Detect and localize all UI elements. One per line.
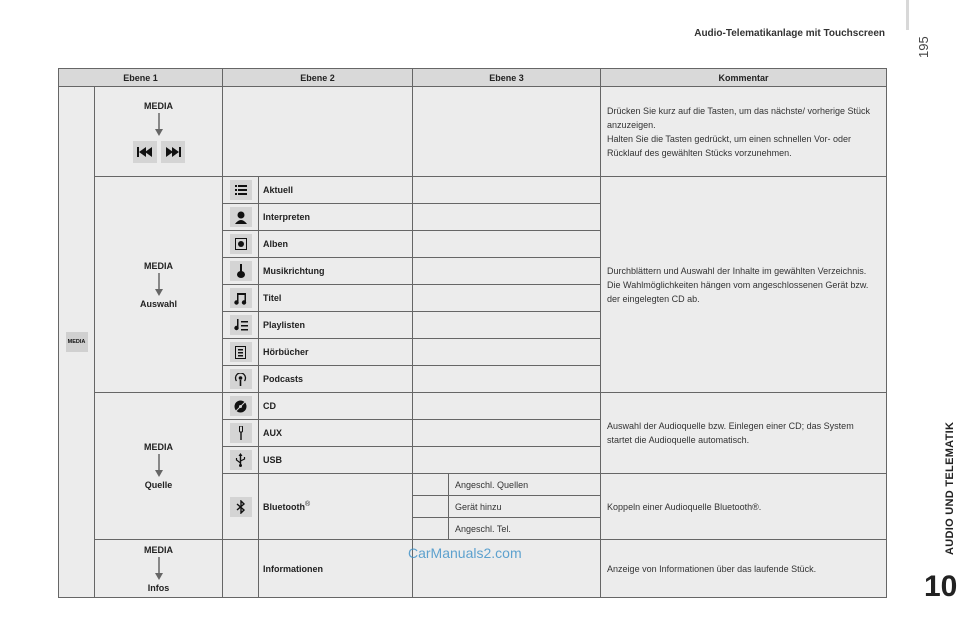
arrow-down-icon [154,113,164,137]
level2-auswahl [95,177,223,393]
comment-infos [601,540,887,598]
item-aux: AUX [259,420,413,447]
level2-sublabel: Infos [147,582,170,593]
empty-cell [413,393,601,420]
item-informationen: Informationen [259,540,413,598]
audiobook-icon [230,342,252,362]
menu-table [58,68,887,598]
table-row [59,177,887,204]
icon-cell [223,366,259,393]
empty-cell [413,204,601,231]
item-playlisten: Playlisten [259,312,413,339]
icon-cell [223,231,259,258]
podcast-icon [230,369,252,389]
item-cd: CD [259,393,413,420]
empty-cell [223,87,413,177]
comment-quelle [601,393,887,474]
empty-cell [413,231,601,258]
empty-cell [413,285,601,312]
empty-cell [413,87,601,177]
level2-sublabel: Quelle [144,480,173,490]
empty-cell [413,447,601,474]
empty-cell [413,366,601,393]
level2-media-seek [95,87,223,177]
music-note-icon [230,288,252,308]
empty-cell [413,339,601,366]
item-usb: USB [259,447,413,474]
icon-cell [223,204,259,231]
table-row [59,87,887,177]
registered-mark: ® [305,501,311,508]
item-podcasts: Podcasts [259,366,413,393]
level2-infos [95,540,223,598]
album-icon [230,234,252,254]
header-level2: Ebene 2 [223,69,413,87]
level2-label: MEDIA [144,544,173,555]
level2-sublabel: Auswahl [140,298,178,309]
header-level1: Ebene 1 [59,69,223,87]
next-track-icon [161,141,185,163]
level2-label: MEDIA [144,260,173,271]
comment-text: Anzeige von Informationen über das laufende Stück. [607,563,817,574]
icon-cell [223,474,259,540]
item-musikrichtung: Musikrichtung [259,258,413,285]
comment-text: Koppeln einer Audioquelle Bluetooth®. [607,501,762,512]
icon-cell [223,285,259,312]
chapter-number: 10 [924,570,958,603]
icon-cell [223,447,259,474]
item-alben: Alben [259,231,413,258]
comment-text: Durchblättern und Auswahl der Inhalte im gewählten Verzeichnis. Die Wahlmöglichkeiten hängen vom angeschlossenen Gerät bzw. der eingelegten CD ab. [607,265,869,304]
margin-rule [906,0,909,30]
chapter-title: AUDIO UND TELEMATIK [944,421,956,555]
level2-label: MEDIA [144,100,173,111]
bt-sub-angeschl-quellen: Angeschl. Quellen [449,474,601,496]
item-aktuell: Aktuell [259,177,413,204]
item-bluetooth [259,474,413,540]
list-icon [230,180,252,200]
watermark: CarManuals2.com [408,545,522,561]
comment-auswahl [601,177,887,393]
bt-sub-angeschl-tel: Angeschl. Tel. [449,518,601,540]
icon-cell [223,339,259,366]
comment-text: Auswahl der Audioquelle bzw. Einlegen einer CD; das System startet die Audioquelle automatisch. [607,421,854,445]
empty-cell [413,177,601,204]
empty-cell [413,496,449,518]
table-header-row [59,69,887,87]
table-row [59,393,887,420]
playlist-icon [230,315,252,335]
usb-icon [230,450,252,470]
bt-sub-geraet-hinzu: Gerät hinzu [449,496,601,518]
guitar-icon [230,261,252,281]
empty-cell [413,518,449,540]
previous-track-icon [133,141,157,163]
item-titel: Titel [259,285,413,312]
item-hoerbuecher: Hörbücher [259,339,413,366]
bluetooth-icon [230,497,252,517]
header-level3: Ebene 3 [413,69,601,87]
empty-cell [413,420,601,447]
level2-label: MEDIA [144,442,173,452]
icon-cell [223,420,259,447]
comment-bluetooth [601,474,887,540]
icon-cell [223,312,259,339]
page-header: Audio-Telematikanlage mit Touchscreen [694,28,885,39]
icon-cell [223,177,259,204]
arrow-down-icon [154,273,164,297]
icon-cell [223,393,259,420]
empty-cell [223,540,259,598]
empty-cell [413,474,449,496]
media-icon-text: MEDIA [67,339,86,345]
header-comment: Kommentar [601,69,887,87]
bluetooth-label: Bluetooth [263,502,306,512]
arrow-down-icon [154,557,164,581]
comment-media-seek [601,87,887,177]
empty-cell [413,258,601,285]
empty-cell [413,312,601,339]
comment-text: Drücken Sie kurz auf die Tasten, um das nächste/ vorherige Stück anzuzeigen. Halten Sie die Tasten gedrückt, um einen schnellen Vor- oder Rücklauf des gewählten Stücks vorzunehmen. [607,105,871,158]
page-number: 195 [916,36,931,58]
media-button-icon [66,332,88,352]
level2-quelle [95,393,223,540]
aux-jack-icon [230,423,252,443]
person-icon [230,207,252,227]
arrow-down-icon [154,454,164,478]
cd-icon [230,396,252,416]
level1-cell [59,87,95,598]
icon-cell [223,258,259,285]
item-interpreten: Interpreten [259,204,413,231]
